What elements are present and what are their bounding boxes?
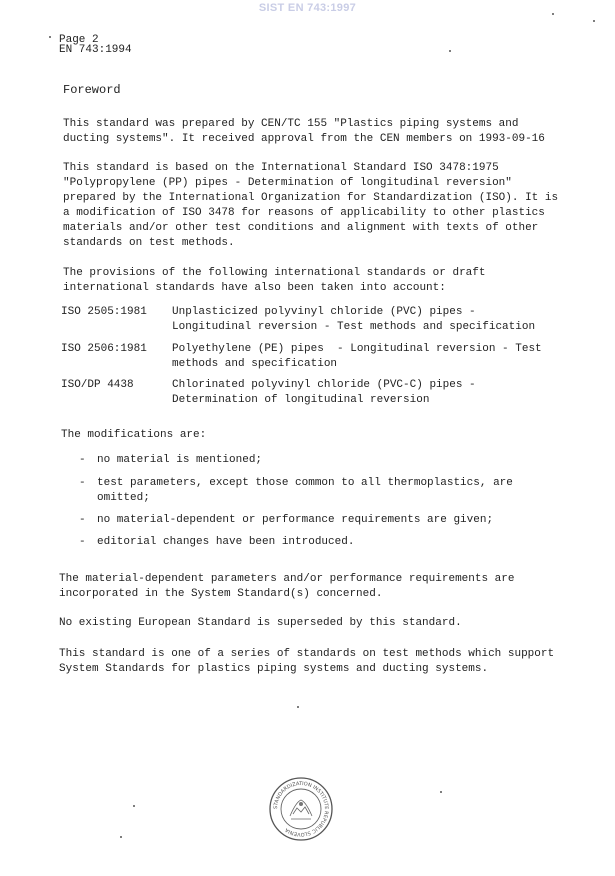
reference-code: ISO/DP 4438 bbox=[61, 379, 134, 391]
watermark: SIST EN 743:1997 bbox=[258, 2, 357, 14]
section-title: Foreword bbox=[63, 83, 121, 97]
reference-title: Polyethylene (PE) pipes - Longitudinal reversion - Test methods and specification bbox=[172, 343, 542, 370]
list-item: test parameters, except those common to all thermoplastics, are omitted; bbox=[97, 477, 513, 504]
intro-paragraph: This standard was prepared by CEN/TC 155 "Plastics piping systems and ducting systems". It received approval from the CEN members on 1993-09-16 bbox=[63, 118, 545, 145]
list-bullet: - bbox=[79, 454, 86, 466]
scan-speck bbox=[120, 836, 122, 838]
basis-paragraph: This standard is based on the International Standard ISO 3478:1975 "Polypropylene (PP) pipes - Determination of longitudinal reversion" prepared by the International Organization for Standardization (ISO). It is a modification of ISO 3478 for reasons of applicability to other plastics materials and/or other test conditions and alignment with texts of other standards on test methods. bbox=[63, 162, 559, 249]
scan-speck bbox=[297, 706, 299, 708]
list-bullet: - bbox=[79, 514, 86, 526]
scan-speck bbox=[133, 805, 135, 807]
list-bullet: - bbox=[79, 536, 86, 548]
superseded-paragraph: No existing European Standard is superseded by this standard. bbox=[59, 617, 462, 629]
scan-speck bbox=[552, 13, 554, 15]
seal-stamp bbox=[268, 776, 334, 842]
reference-title: Chlorinated polyvinyl chloride (PVC-C) pipes - Determination of longitudinal reversion bbox=[172, 379, 476, 406]
reference-title: Unplasticized polyvinyl chloride (PVC) pipes - Longitudinal reversion - Test methods and specification bbox=[172, 306, 536, 333]
svg-text:STANDARDIZATION INSTITUTE REPU: STANDARDIZATION INSTITUTE REPUBLIC SLOVENIA bbox=[272, 780, 330, 838]
reference-code: ISO 2505:1981 bbox=[61, 306, 147, 318]
scan-speck bbox=[49, 36, 51, 38]
page-number: Page 2 bbox=[59, 34, 99, 46]
list-bullet: - bbox=[79, 477, 86, 489]
material-paragraph: The material-dependent parameters and/or performance requirements are incorporated in the System Standard(s) concerned. bbox=[59, 573, 515, 600]
list-item: no material-dependent or performance requirements are given; bbox=[97, 514, 494, 526]
standard-number: EN 743:1994 bbox=[59, 44, 132, 56]
reference-code: ISO 2506:1981 bbox=[61, 343, 147, 355]
series-paragraph: This standard is one of a series of standards on test methods which support System Standards for plastics piping systems and ducting systems. bbox=[59, 648, 555, 675]
list-item: no material is mentioned; bbox=[97, 454, 263, 466]
modifications-intro: The modifications are: bbox=[61, 429, 207, 441]
scan-speck bbox=[440, 791, 442, 793]
scan-speck bbox=[449, 50, 451, 52]
scan-speck bbox=[593, 20, 595, 22]
provisions-paragraph: The provisions of the following international standards or draft international standards have also been taken into account: bbox=[63, 267, 486, 294]
list-item: editorial changes have been introduced. bbox=[97, 536, 355, 548]
